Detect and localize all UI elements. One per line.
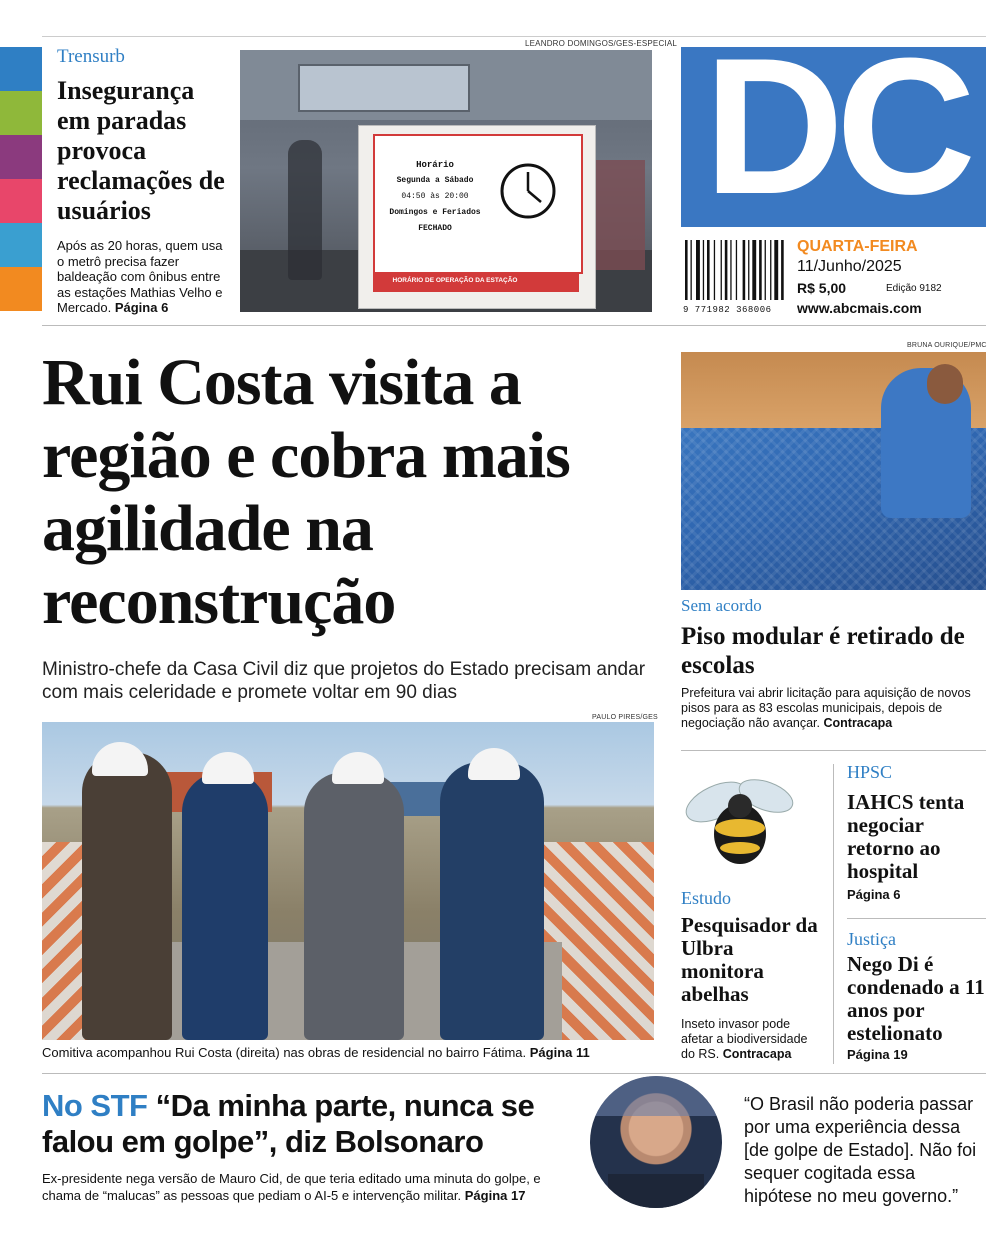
person-left bbox=[82, 752, 172, 1040]
justica-headline[interactable]: Nego Di é condenado a 11 anos por estelionato bbox=[847, 952, 985, 1045]
piso-body bbox=[681, 686, 986, 731]
barcode bbox=[683, 240, 787, 315]
column-divider bbox=[833, 764, 834, 1064]
main-photo-credit: PAULO PIRES/GES bbox=[592, 714, 658, 721]
masthead-site[interactable]: www.abcmais.com bbox=[797, 300, 922, 316]
estudo-body-text: Inseto invasor pode afetar a biodiversidade do RS. bbox=[681, 1017, 808, 1061]
trensurb-headline[interactable]: Insegurança em paradas provoca reclamações de usuários bbox=[57, 76, 225, 225]
helmet-center-left bbox=[202, 752, 254, 784]
piso-body-text: Prefeitura vai abrir licitação para aquisição de novos pisos para as 83 escolas municipais, depois de negociação não avançar. bbox=[681, 686, 971, 730]
estudo-page[interactable]: Contracapa bbox=[722, 1047, 792, 1061]
piso-page[interactable]: Contracapa bbox=[823, 716, 893, 730]
sign-hours: 04:50 às 20:00 bbox=[401, 192, 469, 201]
trensurb-body-text: Após as 20 horas, quem usa o metrô precisa fazer baldeação com ônibus entre as estações Mathias Velho e Mercado. bbox=[57, 238, 223, 315]
walking-person bbox=[288, 140, 322, 280]
worker-head bbox=[927, 364, 963, 404]
barcode-bar bbox=[714, 240, 715, 300]
photo-background bbox=[590, 1076, 722, 1116]
color-bar-green bbox=[0, 91, 42, 135]
main-caption-page[interactable]: Página 11 bbox=[529, 1045, 590, 1060]
trensurb-photo[interactable] bbox=[240, 50, 652, 312]
stf-kicker: No STF bbox=[42, 1088, 148, 1123]
piso-kicker: Sem acordo bbox=[681, 596, 762, 615]
barcode-bar bbox=[774, 240, 778, 300]
bolsonaro-photo bbox=[590, 1076, 722, 1208]
bee-icon bbox=[680, 766, 800, 876]
hpsc-headline[interactable]: IAHCS tenta negociar retorno ao hospital bbox=[847, 790, 965, 883]
barcode-bar bbox=[781, 240, 784, 300]
stf-body-text: Ex-presidente nega versão de Mauro Cid, de que teria editado uma minuta do golpe, e chama de “malucas” as pessoas que pediam o AI-5 e intervenção militar. bbox=[42, 1171, 541, 1203]
barcode-bar bbox=[752, 240, 756, 300]
color-bar-orange bbox=[0, 267, 42, 311]
color-bar-purple bbox=[0, 135, 42, 179]
barcode-bar bbox=[730, 240, 731, 300]
color-bar-blue bbox=[0, 47, 42, 91]
barcode-bar bbox=[703, 240, 704, 300]
stf-body bbox=[42, 1170, 582, 1204]
barcode-bar bbox=[748, 240, 749, 300]
main-caption-text: Comitiva acompanhou Rui Costa (direita) nas obras de residencial no bairro Fátima. bbox=[42, 1045, 527, 1060]
station-screen bbox=[298, 64, 470, 112]
main-photo[interactable] bbox=[42, 722, 654, 1040]
sign-title: Horário bbox=[416, 160, 454, 170]
barcode-bar bbox=[691, 240, 692, 300]
suit bbox=[608, 1174, 704, 1208]
justica-kicker: Justiça bbox=[847, 929, 896, 949]
person-center bbox=[304, 772, 404, 1040]
estudo-body bbox=[681, 1017, 823, 1062]
piso-rule bbox=[681, 750, 986, 751]
helmet-left bbox=[92, 742, 148, 776]
barcode-icon bbox=[683, 240, 787, 300]
hpsc-kicker: HPSC bbox=[847, 762, 893, 782]
sign-days: Segunda a Sábado bbox=[396, 176, 474, 185]
stf-headline: “Da minha parte, nunca se falou em golpe”, diz Bolsonaro bbox=[42, 1088, 535, 1159]
piso-photo[interactable] bbox=[681, 352, 986, 590]
color-bar-lightblue bbox=[0, 223, 42, 267]
stf-quote: “O Brasil não poderia passar por uma experiência dessa [de golpe de Estado]. Não foi sequer cogitada essa hipótese no meu governo.” bbox=[744, 1094, 977, 1206]
main-caption bbox=[42, 1045, 662, 1060]
stf-page[interactable]: Página 17 bbox=[464, 1188, 526, 1203]
barcode-number: 9 771982 368006 bbox=[683, 305, 772, 315]
masthead-date: 11/Junho/2025 bbox=[797, 258, 902, 275]
masthead-edition: Edição 9182 bbox=[886, 283, 942, 294]
trensurb-body bbox=[57, 238, 232, 316]
stf-headline-block[interactable] bbox=[42, 1088, 582, 1160]
hpsc-rule bbox=[847, 918, 986, 919]
barcode-bar bbox=[721, 240, 722, 300]
piso-photo-credit: BRUNA OURIQUE/PMC bbox=[907, 342, 987, 349]
main-headline[interactable]: Rui Costa visita a região e cobra mais agilidade na reconstrução bbox=[42, 346, 570, 638]
timetable-sign bbox=[358, 125, 596, 309]
barcode-bar bbox=[685, 240, 688, 300]
masthead-price: R$ 5,00 bbox=[797, 280, 847, 296]
color-bar-pink bbox=[0, 179, 42, 223]
barcode-bar bbox=[765, 240, 766, 300]
barcode-bar bbox=[707, 240, 710, 300]
main-subhead: Ministro-chefe da Casa Civil diz que projetos do Estado precisam andar com mais celeridade e promete voltar em 90 dias bbox=[42, 659, 646, 703]
masthead-logo-box[interactable] bbox=[681, 18, 986, 235]
barcode-bar bbox=[736, 240, 737, 300]
trensurb-kicker: Trensurb bbox=[57, 46, 125, 67]
barcode-bar bbox=[759, 240, 762, 300]
masthead-weekday: QUARTA-FEIRA bbox=[797, 238, 918, 255]
clock-icon bbox=[499, 162, 557, 220]
barcode-bar bbox=[696, 240, 700, 300]
helmet-right bbox=[468, 748, 520, 780]
section-rule bbox=[42, 325, 986, 326]
sign-footer: HORÁRIO DE OPERAÇÃO DA ESTAÇÃO bbox=[392, 277, 518, 284]
person-center-left bbox=[182, 772, 268, 1040]
trensurb-page[interactable]: Página 6 bbox=[114, 300, 169, 315]
estudo-kicker: Estudo bbox=[681, 888, 732, 908]
estudo-headline[interactable]: Pesquisador da Ulbra monitora abelhas bbox=[681, 913, 818, 1006]
piso-headline[interactable]: Piso modular é retirado de escolas bbox=[681, 623, 965, 679]
helmet-center bbox=[332, 752, 384, 784]
sign-weekend: Domingos e Feriados bbox=[389, 208, 481, 217]
bottom-rule bbox=[42, 1073, 986, 1074]
masthead-logo: DC bbox=[703, 18, 969, 235]
hpsc-page[interactable]: Página 6 bbox=[847, 887, 901, 902]
justica-page[interactable]: Página 19 bbox=[847, 1047, 908, 1062]
person-right bbox=[440, 762, 544, 1040]
trensurb-photo-credit: LEANDRO DOMINGOS/GES-ESPECIAL bbox=[525, 39, 678, 48]
sign-closed: FECHADO bbox=[418, 224, 452, 233]
barcode-bar bbox=[725, 240, 728, 300]
barcode-bar bbox=[743, 240, 746, 300]
barcode-bar bbox=[770, 240, 771, 300]
